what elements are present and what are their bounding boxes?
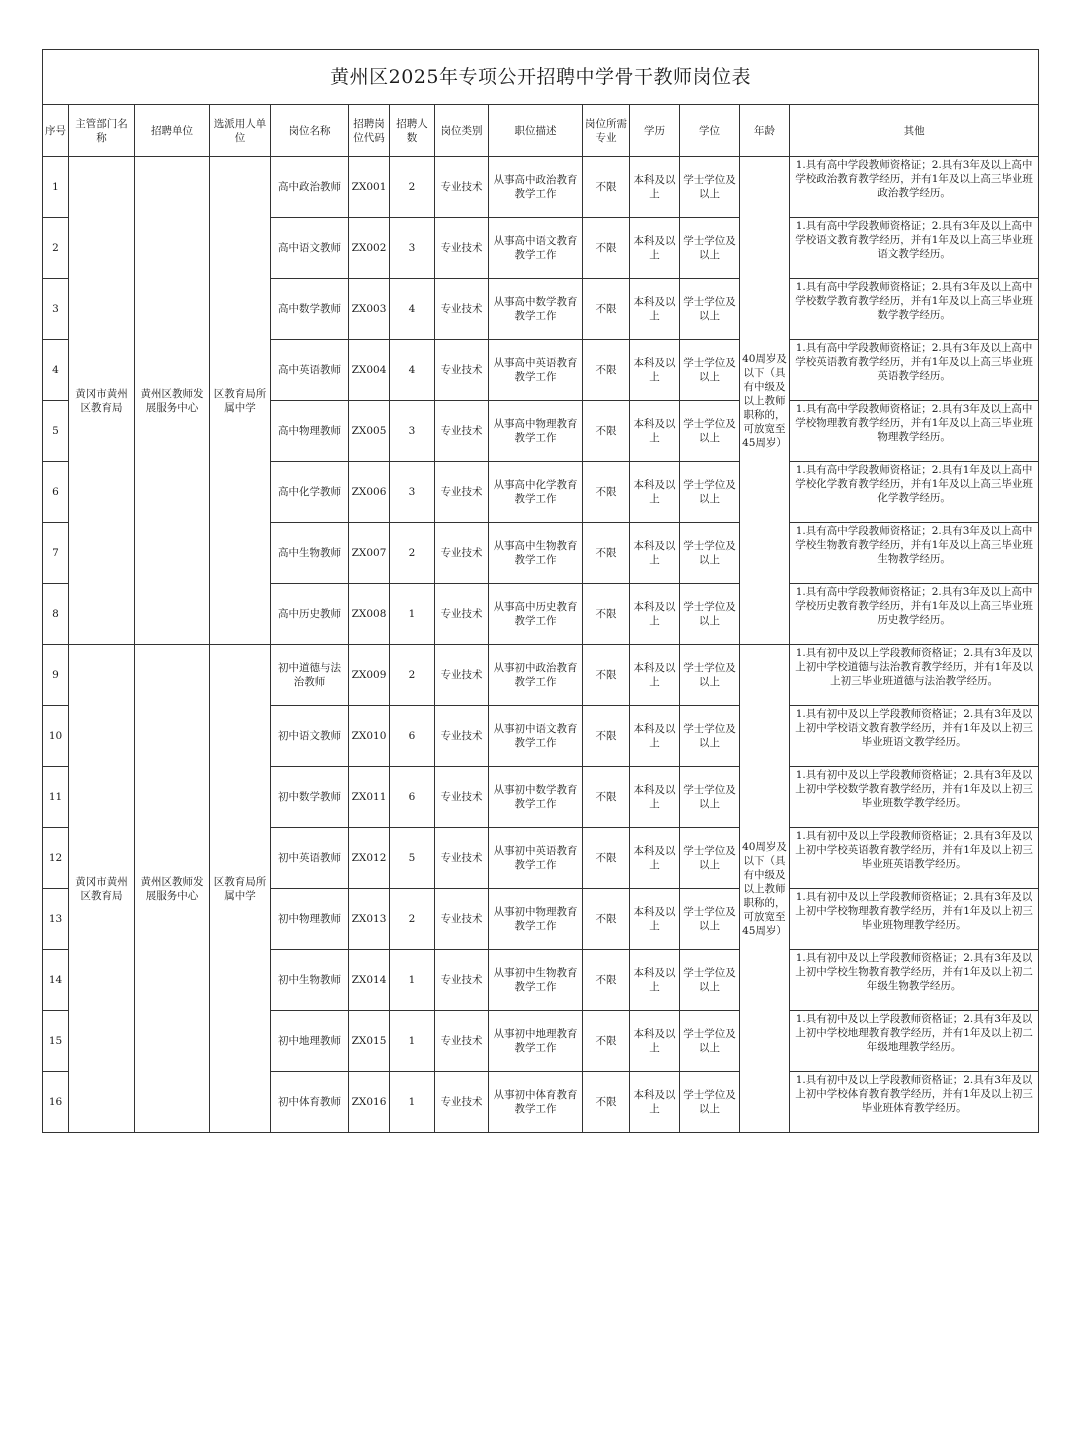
position-name-cell: 高中物理教师	[271, 401, 349, 462]
other-requirements-text: 1.具有初中及以上学段教师资格证；2.具有3年及以上初中学校道德与法治教育教学经历，并有1年及以上初三毕业班道德与法治教学经历。	[795, 647, 1033, 687]
other-requirements-text: 1.具有高中学段教师资格证；2.具有3年及以上高中学校英语教育教学经历，并有1年及以上高三毕业班英语教学经历。	[795, 342, 1033, 382]
position-category-cell: 专业技术	[435, 584, 489, 645]
degree-cell: 学士学位及以上	[680, 767, 740, 828]
table-title: 黄州区2025年专项公开招聘中学骨干教师岗位表	[43, 50, 1039, 105]
required-major-cell: 不限	[583, 889, 630, 950]
row-number-cell: 14	[43, 950, 69, 1011]
education-cell: 本科及以上	[630, 889, 680, 950]
column-header: 主管部门名称	[69, 105, 135, 157]
position-name-cell: 初中数学教师	[271, 767, 349, 828]
position-name-cell: 初中体育教师	[271, 1072, 349, 1133]
recruit-count-cell: 2	[390, 889, 435, 950]
other-requirements-text: 1.具有高中学段教师资格证；2.具有3年及以上高中学校历史教育教学经历，并有1年及以上高三毕业班历史教学经历。	[795, 586, 1033, 626]
column-header: 学历	[630, 105, 680, 157]
row-number-cell: 10	[43, 706, 69, 767]
position-code-cell: ZX001	[349, 157, 390, 218]
column-header: 选派用人单位	[210, 105, 271, 157]
column-header: 招聘单位	[135, 105, 210, 157]
required-major-cell: 不限	[583, 218, 630, 279]
required-major-cell: 不限	[583, 706, 630, 767]
other-requirements-cell	[790, 340, 1039, 401]
other-requirements-text: 1.具有初中及以上学段教师资格证；2.具有3年及以上初中学校英语教育教学经历，并有1年及以上初三毕业班英语教学经历。	[795, 830, 1033, 870]
position-name-cell: 初中语文教师	[271, 706, 349, 767]
position-name-cell: 高中历史教师	[271, 584, 349, 645]
column-header: 岗位类别	[435, 105, 489, 157]
position-name-cell: 初中道德与法治教师	[271, 645, 349, 706]
position-name-cell: 初中英语教师	[271, 828, 349, 889]
recruit-count-cell: 3	[390, 401, 435, 462]
table-row	[43, 157, 1039, 218]
education-cell: 本科及以上	[630, 1011, 680, 1072]
recruiting-unit-cell: 黄州区教师发展服务中心	[135, 157, 210, 645]
recruit-count-cell: 2	[390, 157, 435, 218]
recruit-count-cell: 6	[390, 706, 435, 767]
job-description-cell: 从事高中英语教育教学工作	[489, 340, 583, 401]
position-code-cell: ZX011	[349, 767, 390, 828]
recruit-count-cell: 2	[390, 523, 435, 584]
column-header: 序号	[43, 105, 69, 157]
recruit-count-cell: 1	[390, 584, 435, 645]
row-number-cell: 7	[43, 523, 69, 584]
other-requirements-cell	[790, 462, 1039, 523]
department-cell: 黄冈市黄州区教育局	[69, 157, 135, 645]
required-major-cell: 不限	[583, 584, 630, 645]
other-requirements-cell	[790, 645, 1039, 706]
position-category-cell: 专业技术	[435, 1011, 489, 1072]
other-requirements-text: 1.具有初中及以上学段教师资格证；2.具有3年及以上初中学校生物教育教学经历，并有1年及以上初二年级生物教学经历。	[795, 952, 1033, 992]
job-description-cell: 从事初中数学教育教学工作	[489, 767, 583, 828]
header-row	[43, 105, 1039, 157]
education-cell: 本科及以上	[630, 645, 680, 706]
table-row	[43, 645, 1039, 706]
row-number-cell: 8	[43, 584, 69, 645]
degree-cell: 学士学位及以上	[680, 828, 740, 889]
required-major-cell: 不限	[583, 1072, 630, 1133]
job-description-cell: 从事初中物理教育教学工作	[489, 889, 583, 950]
other-requirements-cell	[790, 706, 1039, 767]
column-header: 岗位所需专业	[583, 105, 630, 157]
education-cell: 本科及以上	[630, 279, 680, 340]
degree-cell: 学士学位及以上	[680, 645, 740, 706]
education-cell: 本科及以上	[630, 401, 680, 462]
job-description-cell: 从事初中生物教育教学工作	[489, 950, 583, 1011]
column-header: 年龄	[740, 105, 790, 157]
position-name-cell: 高中政治教师	[271, 157, 349, 218]
row-number-cell: 9	[43, 645, 69, 706]
education-cell: 本科及以上	[630, 1072, 680, 1133]
required-major-cell: 不限	[583, 828, 630, 889]
position-code-cell: ZX005	[349, 401, 390, 462]
degree-cell: 学士学位及以上	[680, 1072, 740, 1133]
recruit-count-cell: 5	[390, 828, 435, 889]
recruit-count-cell: 2	[390, 645, 435, 706]
table-body	[43, 157, 1039, 1133]
row-number-cell: 6	[43, 462, 69, 523]
position-category-cell: 专业技术	[435, 706, 489, 767]
job-description-cell: 从事初中体育教育教学工作	[489, 1072, 583, 1133]
recruit-count-cell: 3	[390, 462, 435, 523]
column-header: 岗位名称	[271, 105, 349, 157]
job-description-cell: 从事初中语文教育教学工作	[489, 706, 583, 767]
position-code-cell: ZX004	[349, 340, 390, 401]
other-requirements-cell	[790, 950, 1039, 1011]
other-requirements-text: 1.具有初中及以上学段教师资格证；2.具有3年及以上初中学校体育教育教学经历，并有1年及以上初三毕业班体育教学经历。	[795, 1074, 1033, 1114]
row-number-cell: 1	[43, 157, 69, 218]
recruiting-unit-cell: 黄州区教师发展服务中心	[135, 645, 210, 1133]
position-category-cell: 专业技术	[435, 645, 489, 706]
degree-cell: 学士学位及以上	[680, 584, 740, 645]
degree-cell: 学士学位及以上	[680, 279, 740, 340]
degree-cell: 学士学位及以上	[680, 218, 740, 279]
job-description-cell: 从事初中英语教育教学工作	[489, 828, 583, 889]
job-position-table	[42, 49, 1039, 1133]
position-name-cell: 高中生物教师	[271, 523, 349, 584]
education-cell: 本科及以上	[630, 462, 680, 523]
position-code-cell: ZX012	[349, 828, 390, 889]
position-category-cell: 专业技术	[435, 889, 489, 950]
position-category-cell: 专业技术	[435, 1072, 489, 1133]
position-name-cell: 高中语文教师	[271, 218, 349, 279]
education-cell: 本科及以上	[630, 584, 680, 645]
degree-cell: 学士学位及以上	[680, 706, 740, 767]
education-cell: 本科及以上	[630, 157, 680, 218]
job-description-cell: 从事初中政治教育教学工作	[489, 645, 583, 706]
column-header: 招聘岗位代码	[349, 105, 390, 157]
position-category-cell: 专业技术	[435, 401, 489, 462]
recruit-count-cell: 1	[390, 950, 435, 1011]
position-category-cell: 专业技术	[435, 523, 489, 584]
education-cell: 本科及以上	[630, 706, 680, 767]
position-category-cell: 专业技术	[435, 279, 489, 340]
job-description-cell: 从事高中生物教育教学工作	[489, 523, 583, 584]
degree-cell: 学士学位及以上	[680, 950, 740, 1011]
degree-cell: 学士学位及以上	[680, 157, 740, 218]
other-requirements-cell	[790, 1011, 1039, 1072]
age-requirement-cell: 40周岁及以下（具有中级及以上教师职称的，可放宽至45周岁）	[740, 157, 790, 645]
other-requirements-cell	[790, 767, 1039, 828]
row-number-cell: 4	[43, 340, 69, 401]
row-number-cell: 15	[43, 1011, 69, 1072]
other-requirements-text: 1.具有高中学段教师资格证；2.具有3年及以上高中学校物理教育教学经历，并有1年及以上高三毕业班物理教学经历。	[795, 403, 1033, 443]
other-requirements-cell	[790, 584, 1039, 645]
position-category-cell: 专业技术	[435, 340, 489, 401]
other-requirements-cell	[790, 218, 1039, 279]
other-requirements-text: 1.具有初中及以上学段教师资格证；2.具有3年及以上初中学校物理教育教学经历，并有1年及以上初三毕业班物理教学经历。	[795, 891, 1033, 931]
required-major-cell: 不限	[583, 462, 630, 523]
row-number-cell: 16	[43, 1072, 69, 1133]
other-requirements-text: 1.具有初中及以上学段教师资格证；2.具有3年及以上初中学校数学教育教学经历，并有1年及以上初三毕业班数学教学经历。	[795, 769, 1033, 809]
position-name-cell: 初中生物教师	[271, 950, 349, 1011]
department-cell: 黄冈市黄州区教育局	[69, 645, 135, 1133]
position-name-cell: 初中物理教师	[271, 889, 349, 950]
job-description-cell: 从事高中数学教育教学工作	[489, 279, 583, 340]
job-description-cell: 从事高中历史教育教学工作	[489, 584, 583, 645]
other-requirements-text: 1.具有高中学段教师资格证；2.具有3年及以上高中学校语文教育教学经历，并有1年及以上高三毕业班语文教学经历。	[795, 220, 1033, 260]
column-header: 其他	[790, 105, 1039, 157]
column-header: 学位	[680, 105, 740, 157]
education-cell: 本科及以上	[630, 218, 680, 279]
position-code-cell: ZX009	[349, 645, 390, 706]
position-category-cell: 专业技术	[435, 462, 489, 523]
required-major-cell: 不限	[583, 340, 630, 401]
degree-cell: 学士学位及以上	[680, 462, 740, 523]
job-description-cell: 从事高中政治教育教学工作	[489, 157, 583, 218]
other-requirements-cell	[790, 279, 1039, 340]
position-category-cell: 专业技术	[435, 157, 489, 218]
row-number-cell: 5	[43, 401, 69, 462]
recruit-count-cell: 1	[390, 1072, 435, 1133]
position-name-cell: 高中数学教师	[271, 279, 349, 340]
position-code-cell: ZX015	[349, 1011, 390, 1072]
position-code-cell: ZX007	[349, 523, 390, 584]
other-requirements-cell	[790, 828, 1039, 889]
position-code-cell: ZX006	[349, 462, 390, 523]
degree-cell: 学士学位及以上	[680, 401, 740, 462]
row-number-cell: 3	[43, 279, 69, 340]
other-requirements-cell	[790, 157, 1039, 218]
position-code-cell: ZX014	[349, 950, 390, 1011]
column-header: 职位描述	[489, 105, 583, 157]
employer-cell: 区教育局所属中学	[210, 157, 271, 645]
position-code-cell: ZX003	[349, 279, 390, 340]
other-requirements-text: 1.具有初中及以上学段教师资格证；2.具有3年及以上初中学校语文教育教学经历，并有1年及以上初三毕业班语文教学经历。	[795, 708, 1033, 748]
required-major-cell: 不限	[583, 401, 630, 462]
recruit-count-cell: 3	[390, 218, 435, 279]
job-description-cell: 从事初中地理教育教学工作	[489, 1011, 583, 1072]
degree-cell: 学士学位及以上	[680, 340, 740, 401]
required-major-cell: 不限	[583, 950, 630, 1011]
required-major-cell: 不限	[583, 645, 630, 706]
position-name-cell: 高中英语教师	[271, 340, 349, 401]
position-code-cell: ZX016	[349, 1072, 390, 1133]
row-number-cell: 2	[43, 218, 69, 279]
row-number-cell: 11	[43, 767, 69, 828]
other-requirements-text: 1.具有高中学段教师资格证；2.具有1年及以上高中学校化学教育教学经历，并有1年及以上高三毕业班化学教学经历。	[795, 464, 1033, 504]
required-major-cell: 不限	[583, 767, 630, 828]
other-requirements-text: 1.具有高中学段教师资格证；2.具有3年及以上高中学校生物教育教学经历，并有1年及以上高三毕业班生物教学经历。	[795, 525, 1033, 565]
column-header: 招聘人数	[390, 105, 435, 157]
education-cell: 本科及以上	[630, 340, 680, 401]
job-description-cell: 从事高中物理教育教学工作	[489, 401, 583, 462]
row-number-cell: 13	[43, 889, 69, 950]
education-cell: 本科及以上	[630, 523, 680, 584]
other-requirements-text: 1.具有高中学段教师资格证；2.具有3年及以上高中学校数学教育教学经历，并有1年及以上高三毕业班数学教学经历。	[795, 281, 1033, 321]
job-table-sheet	[42, 49, 1038, 1133]
employer-cell: 区教育局所属中学	[210, 645, 271, 1133]
age-requirement-cell: 40周岁及以下（具有中级及以上教师职称的，可放宽至45周岁）	[740, 645, 790, 1133]
required-major-cell: 不限	[583, 157, 630, 218]
job-description-cell: 从事高中化学教育教学工作	[489, 462, 583, 523]
degree-cell: 学士学位及以上	[680, 1011, 740, 1072]
recruit-count-cell: 6	[390, 767, 435, 828]
other-requirements-cell	[790, 401, 1039, 462]
required-major-cell: 不限	[583, 279, 630, 340]
recruit-count-cell: 1	[390, 1011, 435, 1072]
job-description-cell: 从事高中语文教育教学工作	[489, 218, 583, 279]
other-requirements-cell	[790, 889, 1039, 950]
other-requirements-text: 1.具有高中学段教师资格证；2.具有3年及以上高中学校政治教育教学经历，并有1年及以上高三毕业班政治教学经历。	[795, 159, 1033, 199]
education-cell: 本科及以上	[630, 950, 680, 1011]
degree-cell: 学士学位及以上	[680, 889, 740, 950]
other-requirements-cell	[790, 1072, 1039, 1133]
position-category-cell: 专业技术	[435, 767, 489, 828]
degree-cell: 学士学位及以上	[680, 523, 740, 584]
other-requirements-text: 1.具有初中及以上学段教师资格证；2.具有3年及以上初中学校地理教育教学经历，并有1年及以上初二年级地理教学经历。	[795, 1013, 1033, 1053]
required-major-cell: 不限	[583, 523, 630, 584]
other-requirements-cell	[790, 523, 1039, 584]
position-category-cell: 专业技术	[435, 950, 489, 1011]
required-major-cell: 不限	[583, 1011, 630, 1072]
education-cell: 本科及以上	[630, 828, 680, 889]
position-category-cell: 专业技术	[435, 828, 489, 889]
recruit-count-cell: 4	[390, 340, 435, 401]
position-code-cell: ZX002	[349, 218, 390, 279]
position-code-cell: ZX008	[349, 584, 390, 645]
position-name-cell: 高中化学教师	[271, 462, 349, 523]
education-cell: 本科及以上	[630, 767, 680, 828]
recruit-count-cell: 4	[390, 279, 435, 340]
position-code-cell: ZX013	[349, 889, 390, 950]
row-number-cell: 12	[43, 828, 69, 889]
position-name-cell: 初中地理教师	[271, 1011, 349, 1072]
position-code-cell: ZX010	[349, 706, 390, 767]
position-category-cell: 专业技术	[435, 218, 489, 279]
